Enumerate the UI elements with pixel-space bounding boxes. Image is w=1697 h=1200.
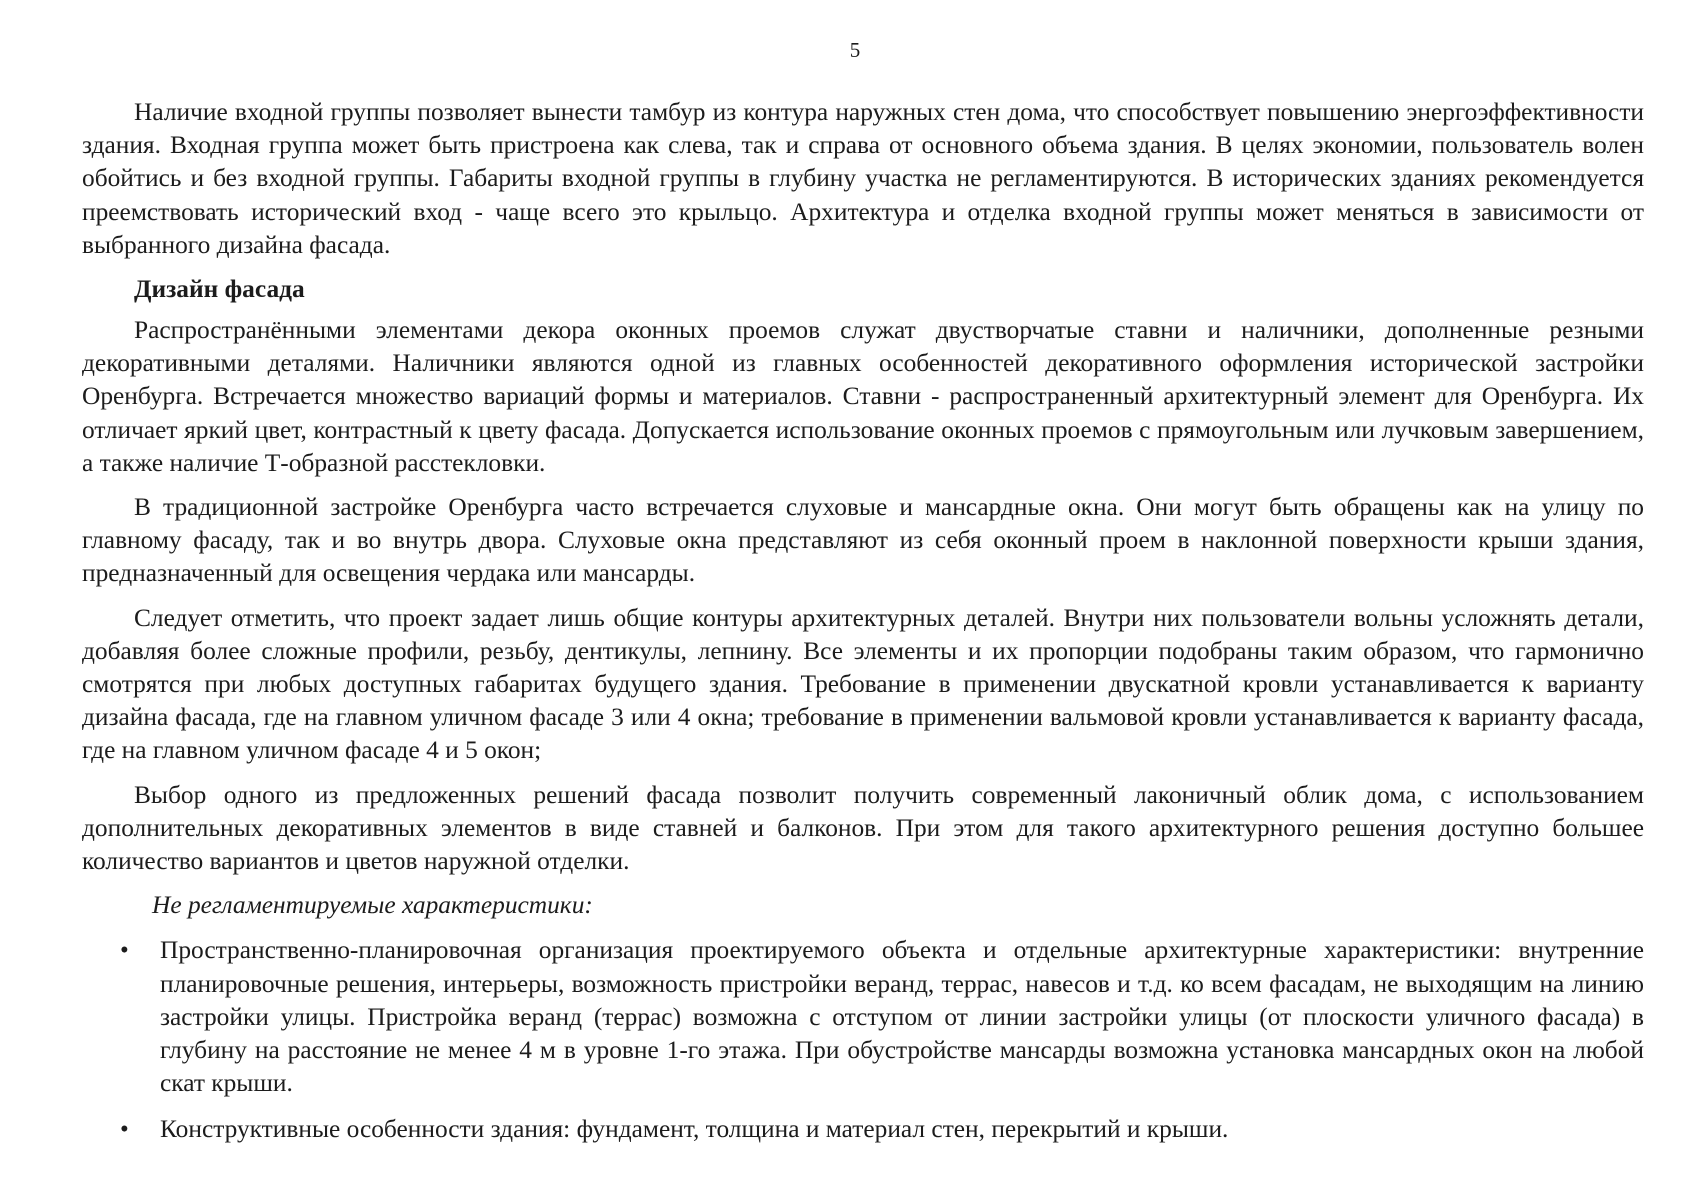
body-paragraph: В традиционной застройке Оренбурга часто встречается слуховые и мансардные окна. Они могут быть обращены как на улицу по главному фасаду, так и во внутрь двора. Слуховые окна представляют из себя оконный проем в наклонной поверхности крыши здания, предназначенный для освещения чердака или мансарды. — [82, 493, 1644, 588]
bullet-icon: • — [120, 1116, 129, 1144]
section-heading: Дизайн фасада — [134, 275, 305, 304]
body-paragraph: Выбор одного из предложенных решений фасада позволит получить современный лаконичный облик дома, с использованием дополнительных декоративных элементов в виде ставней и балконов. При этом для такого архитектурного решения доступно большее количество вариантов и цветов наружной отделки. — [82, 780, 1644, 876]
page-content — [82, 96, 1644, 1160]
bullet-item — [82, 1113, 1644, 1146]
page-number: 5 — [849, 38, 861, 62]
bullet-item — [82, 934, 1644, 1100]
bullet-text: Пространственно-планировочная организация проектируемого объекта и отдельные архитектурные характеристики: внутренние планировочные решения, интерьеры, возможность пристройки веранд, террас, навесов и т.д. ко всем фасадам, не выходящим на линию застройки улицы. Пристройка веранд (террас) возможна с отступом от линии застройки улицы (от плоскости уличного фасада) в глубину на расстояние не менее 4 м в уровне 1-го этажа. При обустройстве мансарды возможна установка мансардных окон на любой скат крыши. — [160, 936, 1644, 1098]
intro-paragraph: Наличие входной группы позволяет вынести тамбур из контура наружных стен дома, что способствует повышению энергоэффективности здания. Входная группа может быть пристроена как слева, так и справа от основного объема здания. В целях экономии, пользователь волен обойтись и без входной группы. Габариты входной группы в глубину участка не регламентируются. В исторических зданиях рекомендуется преемствовать исторический вход - чаще всего это крыльцо. Архитектура и отделка входной группы может меняться в зависимости от выбранного дизайна фасада. — [82, 98, 1644, 259]
body-paragraph: Распространёнными элементами декора оконных проемов служат двустворчатые ставни и наличники, дополненные резными декоративными деталями. Наличники являются одной из главных особенностей декоративного оформления исторической застройки Оренбурга. Встречается множество вариаций формы и материалов. Ставни - распространенный архитектурный элемент для Оренбурга. Их отличает яркий цвет, контрастный к цвету фасада. Допускается использование оконных проемов с прямоугольным или лучковым завершением, а также наличие Т-образной расстекловки. — [82, 316, 1644, 477]
bullet-text: Конструктивные особенности здания: фундамент, толщина и материал стен, перекрытий и крыши. — [160, 1115, 1229, 1144]
body-paragraph: Следует отметить, что проект задает лишь общие контуры архитектурных деталей. Внутри них пользователи вольны усложнять детали, добавляя более сложные профили, резьбу, дентикулы, лепнину. Все элементы и их пропорции подобраны таким образом, что гармонично смотрятся при любых доступных габаритах будущего здания. Требование в применении двускатной кровли устанавливается к варианту дизайна фасада, где на главном уличном фасаде 3 или 4 окна; требование в применении вальмовой кровли устанавливается к варианту фасада, где на главном уличном фасаде 4 и 5 окон; — [82, 603, 1644, 765]
section-subheading: Не регламентируемые характеристики: — [152, 891, 593, 920]
bullet-icon: • — [120, 937, 129, 965]
bullet-list — [82, 934, 1644, 1146]
